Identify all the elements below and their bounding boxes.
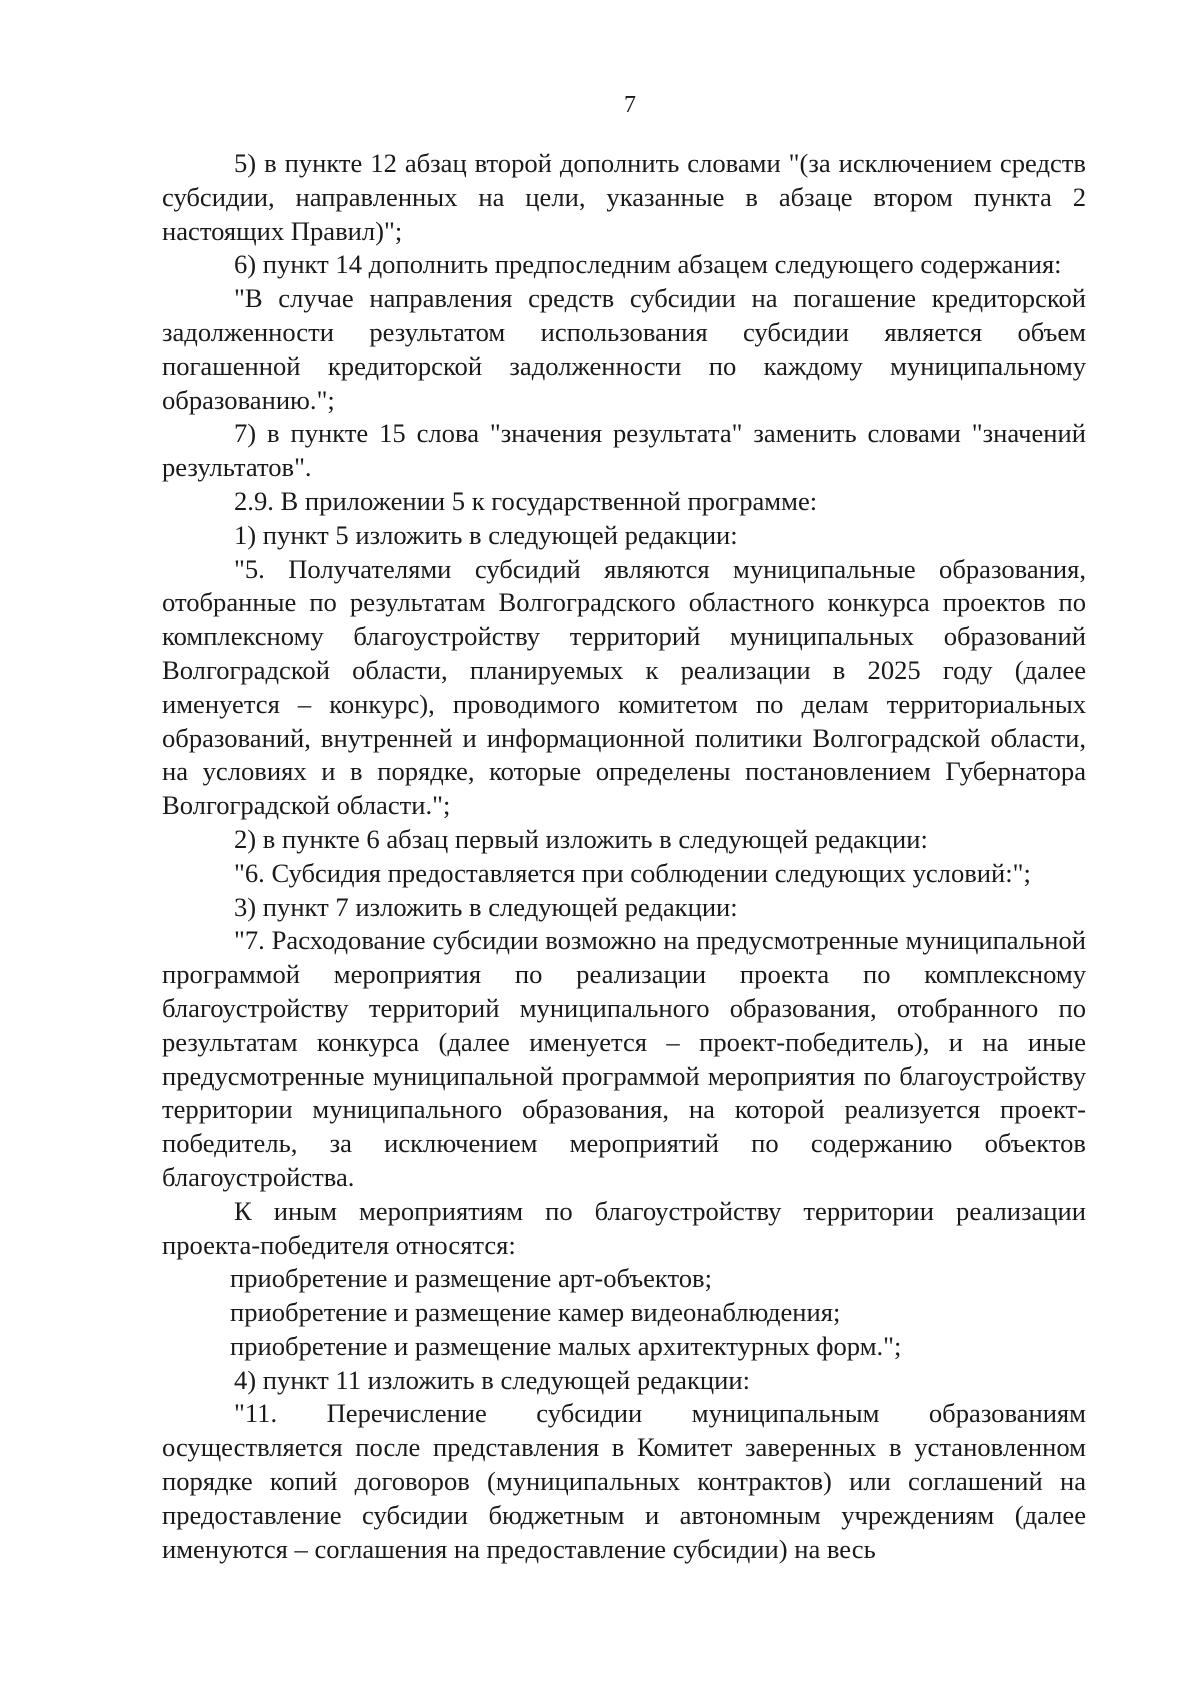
- paragraph-amend-point-14: 6) пункт 14 дополнить предпоследним абзацем следующего содержания:: [234, 249, 1062, 280]
- paragraph-quote-creditor-debt: "В случае направления средств субсидии на погашение кредиторской задолженности результатом использования субсидии является объем погашенной кредиторской задолженности по каждому муниципальному образованию.";: [162, 283, 1086, 415]
- list-item-cameras: приобретение и размещение камер видеонаблюдения;: [230, 1297, 841, 1328]
- paragraph-quote-point-7: "7. Расходование субсидии возможно на предусмотренные муниципальной программой мероприятия по реализации проекта по комплексному благоустройству территорий муниципального образования, отобранного по результатам конкурса (далее именуется – проект-победитель), и на иные предусмотренные муниципальной программой мероприятия по благоустройству территории муниципального образования, на которой реализуется проект-победитель, за исключением мероприятий по содержанию объектов благоустройства.: [162, 925, 1086, 1192]
- paragraph-amend-point-5: 1) пункт 5 изложить в следующей редакции:: [234, 519, 738, 550]
- paragraph-section-2-9: 2.9. В приложении 5 к государственной программе:: [234, 485, 818, 516]
- paragraph-quote-point-6: "6. Субсидия предоставляется при соблюдении следующих условий:";: [234, 857, 1031, 888]
- paragraph-amend-point-12: 5) в пункте 12 абзац второй дополнить словами "(за исключением средств субсидии, направленных на цели, указанные в абзаце втором пункта 2 настоящих Правил)";: [162, 148, 1086, 246]
- paragraph-quote-point-5: "5. Получателями субсидий являются муниципальные образования, отобранные по результатам Волгоградского областного конкурса проектов по комплексному благоустройству территорий муниципальных образований Волгоградской области, планируемых к реализации в 2025 году (далее именуется – конкурс), проводимого комитетом по делам территориальных образований, внутренней и информационной политики Волгоградской области, на условиях и в порядке, которые определены постановлением Губернатора Волгоградской области.";: [162, 553, 1086, 821]
- paragraph-amend-point-11: 4) пункт 11 изложить в следующей редакции:: [234, 1364, 750, 1395]
- list-item-small-forms: приобретение и размещение малых архитектурных форм.";: [230, 1330, 902, 1361]
- page-number: 7: [624, 92, 636, 118]
- paragraph-amend-point-7: 3) пункт 7 изложить в следующей редакции:: [234, 891, 738, 922]
- list-item-art-objects: приобретение и размещение арт-объектов;: [230, 1263, 712, 1294]
- paragraph-other-activities: К иным мероприятиям по благоустройству территории реализации проекта-победителя относятся:: [162, 1195, 1086, 1260]
- paragraph-amend-point-6: 2) в пункте 6 абзац первый изложить в следующей редакции:: [234, 823, 928, 854]
- paragraph-amend-point-15: 7) в пункте 15 слова "значения результата" заменить словами "значений результатов".: [162, 418, 1086, 483]
- document-body: [162, 147, 1086, 1566]
- paragraph-quote-point-11: "11. Перечисление субсидии муниципальным образованиям осуществляется после представления в Комитет заверенных в установленном порядке копий договоров (муниципальных контрактов) или соглашений на предоставление субсидии бюджетным и автономным учреждениям (далее именуются – соглашения на предоставление субсидии) на весь: [162, 1398, 1086, 1564]
